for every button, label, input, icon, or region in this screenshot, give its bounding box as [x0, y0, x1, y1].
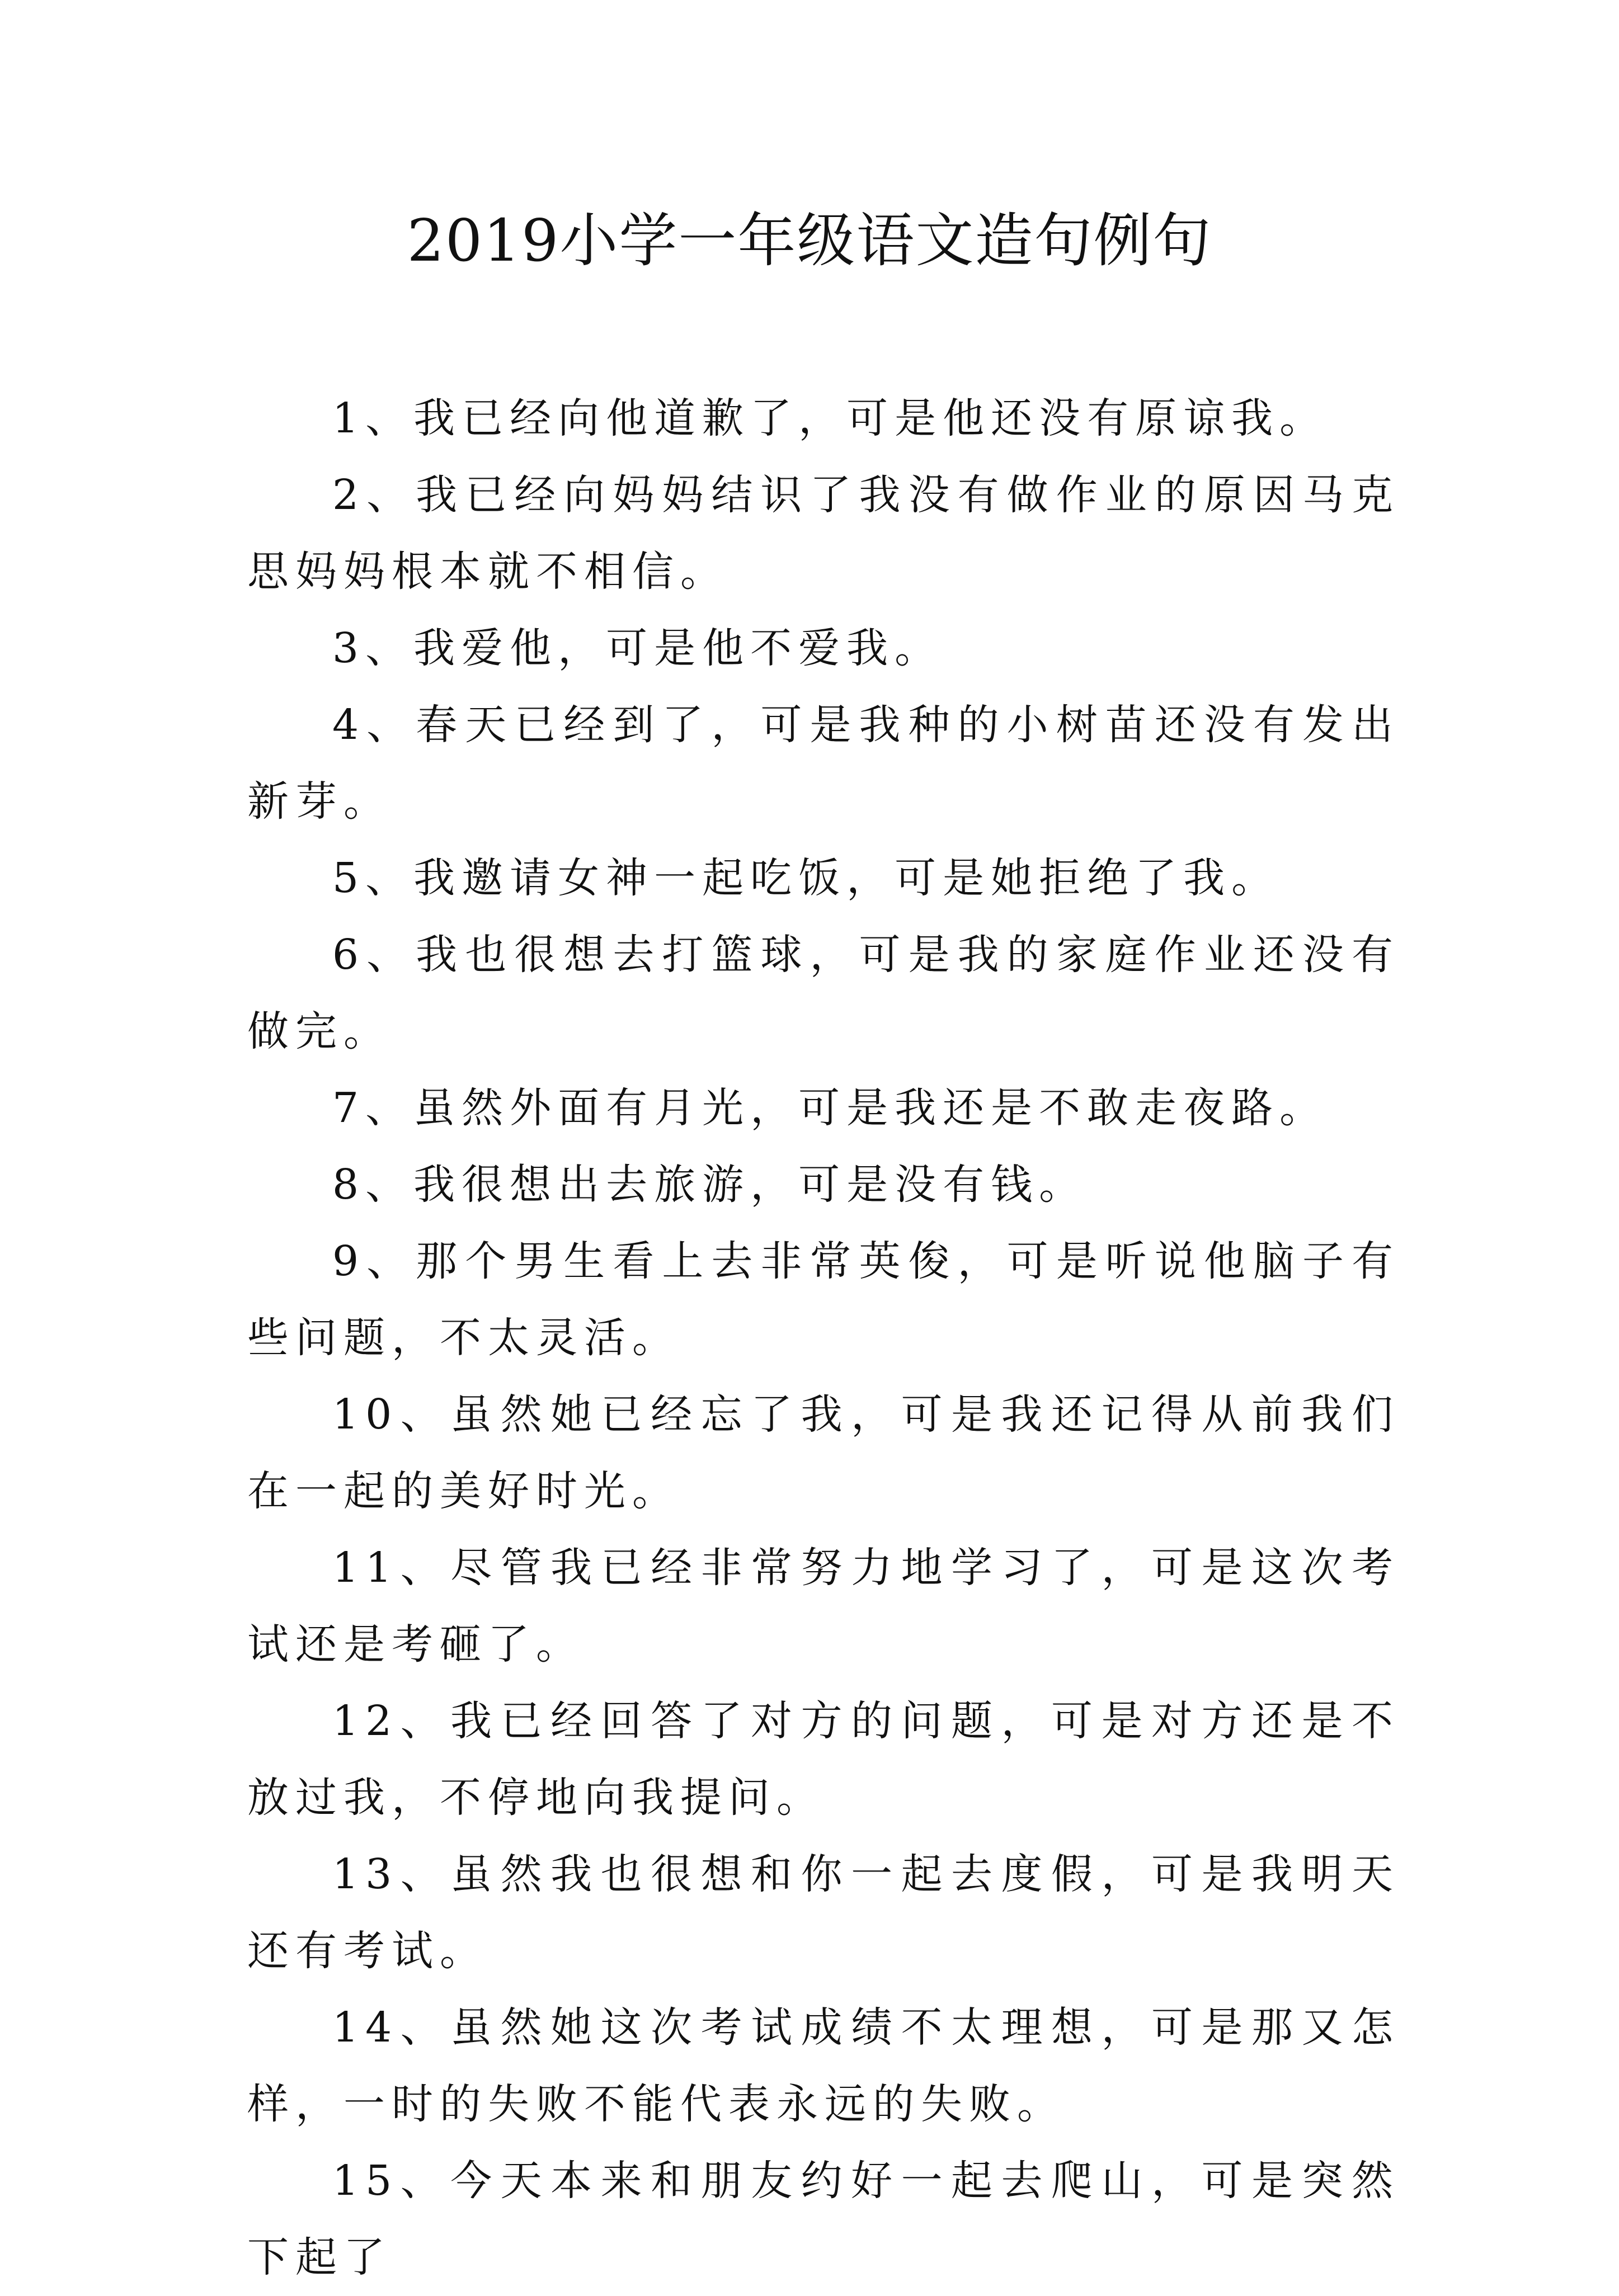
document-title: 2019小学一年级语文造句例句	[407, 206, 1212, 275]
sentence-3: 3、我爱他，可是他不爱我。	[332, 624, 943, 672]
sentence-4: 4、春天已经到了，可是我种的小树苗还没有发出新芽。	[247, 701, 1400, 826]
sentence-6: 6、我也很想去打篮球，可是我的家庭作业还没有做完。	[247, 931, 1400, 1055]
sentence-8: 8、我很想出去旅游，可是没有钱。	[332, 1161, 1088, 1209]
sentence-10: 10、虽然她已经忘了我，可是我还记得从前我们在一起的美好时光。	[247, 1390, 1400, 1515]
sentence-11: 11、尽管我已经非常努力地学习了，可是这次考试还是考砸了。	[247, 1544, 1400, 1668]
sentence-13: 13、虽然我也很想和你一起去度假，可是我明天还有考试。	[247, 1850, 1400, 1975]
sentence-5: 5、我邀请女神一起吃饭，可是她拒绝了我。	[332, 854, 1280, 902]
sentence-7: 7、虽然外面有月光，可是我还是不敢走夜路。	[332, 1084, 1328, 1132]
sentence-15: 15、今天本来和朋友约好一起去爬山，可是突然下起了	[247, 2157, 1400, 2281]
sentence-14: 14、虽然她这次考试成绩不太理想，可是那又怎样，一时的失败不能代表永远的失败。	[247, 2003, 1400, 2128]
sentence-12: 12、我已经回答了对方的问题，可是对方还是不放过我，不停地向我提问。	[247, 1697, 1400, 1822]
sentence-9: 9、那个男生看上去非常英俊，可是听说他脑子有些问题，不太灵活。	[247, 1237, 1400, 1362]
sentence-2: 2、我已经向妈妈结识了我没有做作业的原因马克思妈妈根本就不相信。	[247, 471, 1400, 596]
sentence-list	[247, 380, 1400, 2296]
sentence-1: 1、我已经向他道歉了，可是他还没有原谅我。	[332, 394, 1328, 442]
